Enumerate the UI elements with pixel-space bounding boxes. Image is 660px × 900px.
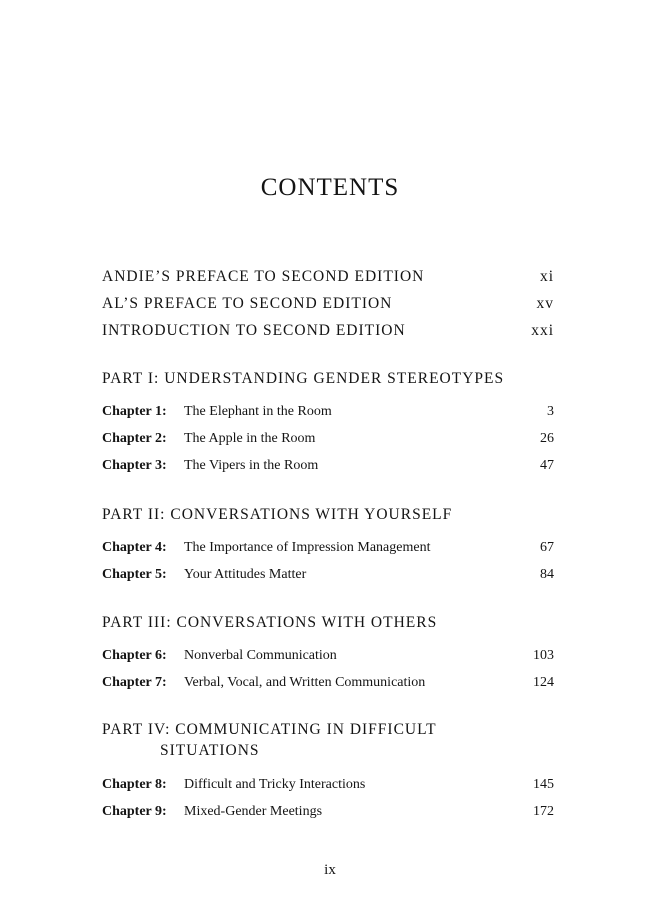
chapter-page: 3 [547,404,554,419]
toc-chapter-entry [102,804,554,820]
chapter-page: 26 [540,431,554,446]
toc-chapter-entry [102,404,554,420]
chapter-page: 67 [540,540,554,555]
part-heading: PART I: UNDERSTANDING GENDER STEREOTYPES [102,370,505,387]
chapter-label: Chapter 6: [102,648,167,663]
page-title: CONTENTS [260,174,400,201]
toc-chapter-entry [102,567,554,583]
chapter-page: 124 [533,675,554,690]
part-heading-line1: PART IV: COMMUNICATING IN DIFFICULT [102,721,437,738]
chapter-page: 47 [540,458,554,473]
chapter-title: Your Attitudes Matter [184,567,307,582]
chapter-title: Verbal, Vocal, and Written Communication [184,675,426,690]
toc-chapter-entry [102,777,554,793]
chapter-label: Chapter 2: [102,431,167,446]
chapter-label: Chapter 1: [102,404,167,419]
toc-chapter-entry [102,540,554,556]
entry-page: xi [539,268,554,285]
entry-page: xv [536,295,554,312]
chapter-title: Difficult and Tricky Interactions [184,777,366,792]
chapter-label: Chapter 4: [102,540,167,555]
chapter-title: The Elephant in the Room [184,404,332,419]
entry-title: AL’S PREFACE TO SECOND EDITION [102,295,393,312]
chapter-label: Chapter 9: [102,804,167,819]
page-number: ix [324,862,336,878]
part-heading [102,721,554,760]
toc-chapter-entry [102,675,554,691]
chapter-page: 103 [533,648,554,663]
chapter-title: Mixed-Gender Meetings [184,804,323,819]
entry-title: INTRODUCTION TO SECOND EDITION [102,322,406,339]
toc-front-entry [102,268,554,286]
chapter-title: The Vipers in the Room [184,458,319,473]
toc-chapter-entry [102,648,554,664]
chapter-page: 84 [540,567,554,582]
entry-title: ANDIE’S PREFACE TO SECOND EDITION [102,268,425,285]
toc-chapter-entry [102,458,554,474]
toc-chapter-entry [102,431,554,447]
chapter-page: 172 [533,804,554,819]
chapter-title: Nonverbal Communication [184,648,337,663]
chapter-label: Chapter 8: [102,777,167,792]
part-heading-line2: SITUATIONS [160,742,260,759]
chapter-page: 145 [533,777,554,792]
toc-front-entry [102,322,554,340]
chapter-label: Chapter 7: [102,675,167,690]
chapter-title: The Apple in the Room [184,431,316,446]
chapter-label: Chapter 5: [102,567,167,582]
part-heading: PART III: CONVERSATIONS WITH OTHERS [102,614,438,631]
entry-page: xxi [531,322,554,339]
toc-front-entry [102,295,554,313]
part-heading: PART II: CONVERSATIONS WITH YOURSELF [102,506,453,523]
chapter-title: The Importance of Impression Management [184,540,431,555]
chapter-label: Chapter 3: [102,458,167,473]
